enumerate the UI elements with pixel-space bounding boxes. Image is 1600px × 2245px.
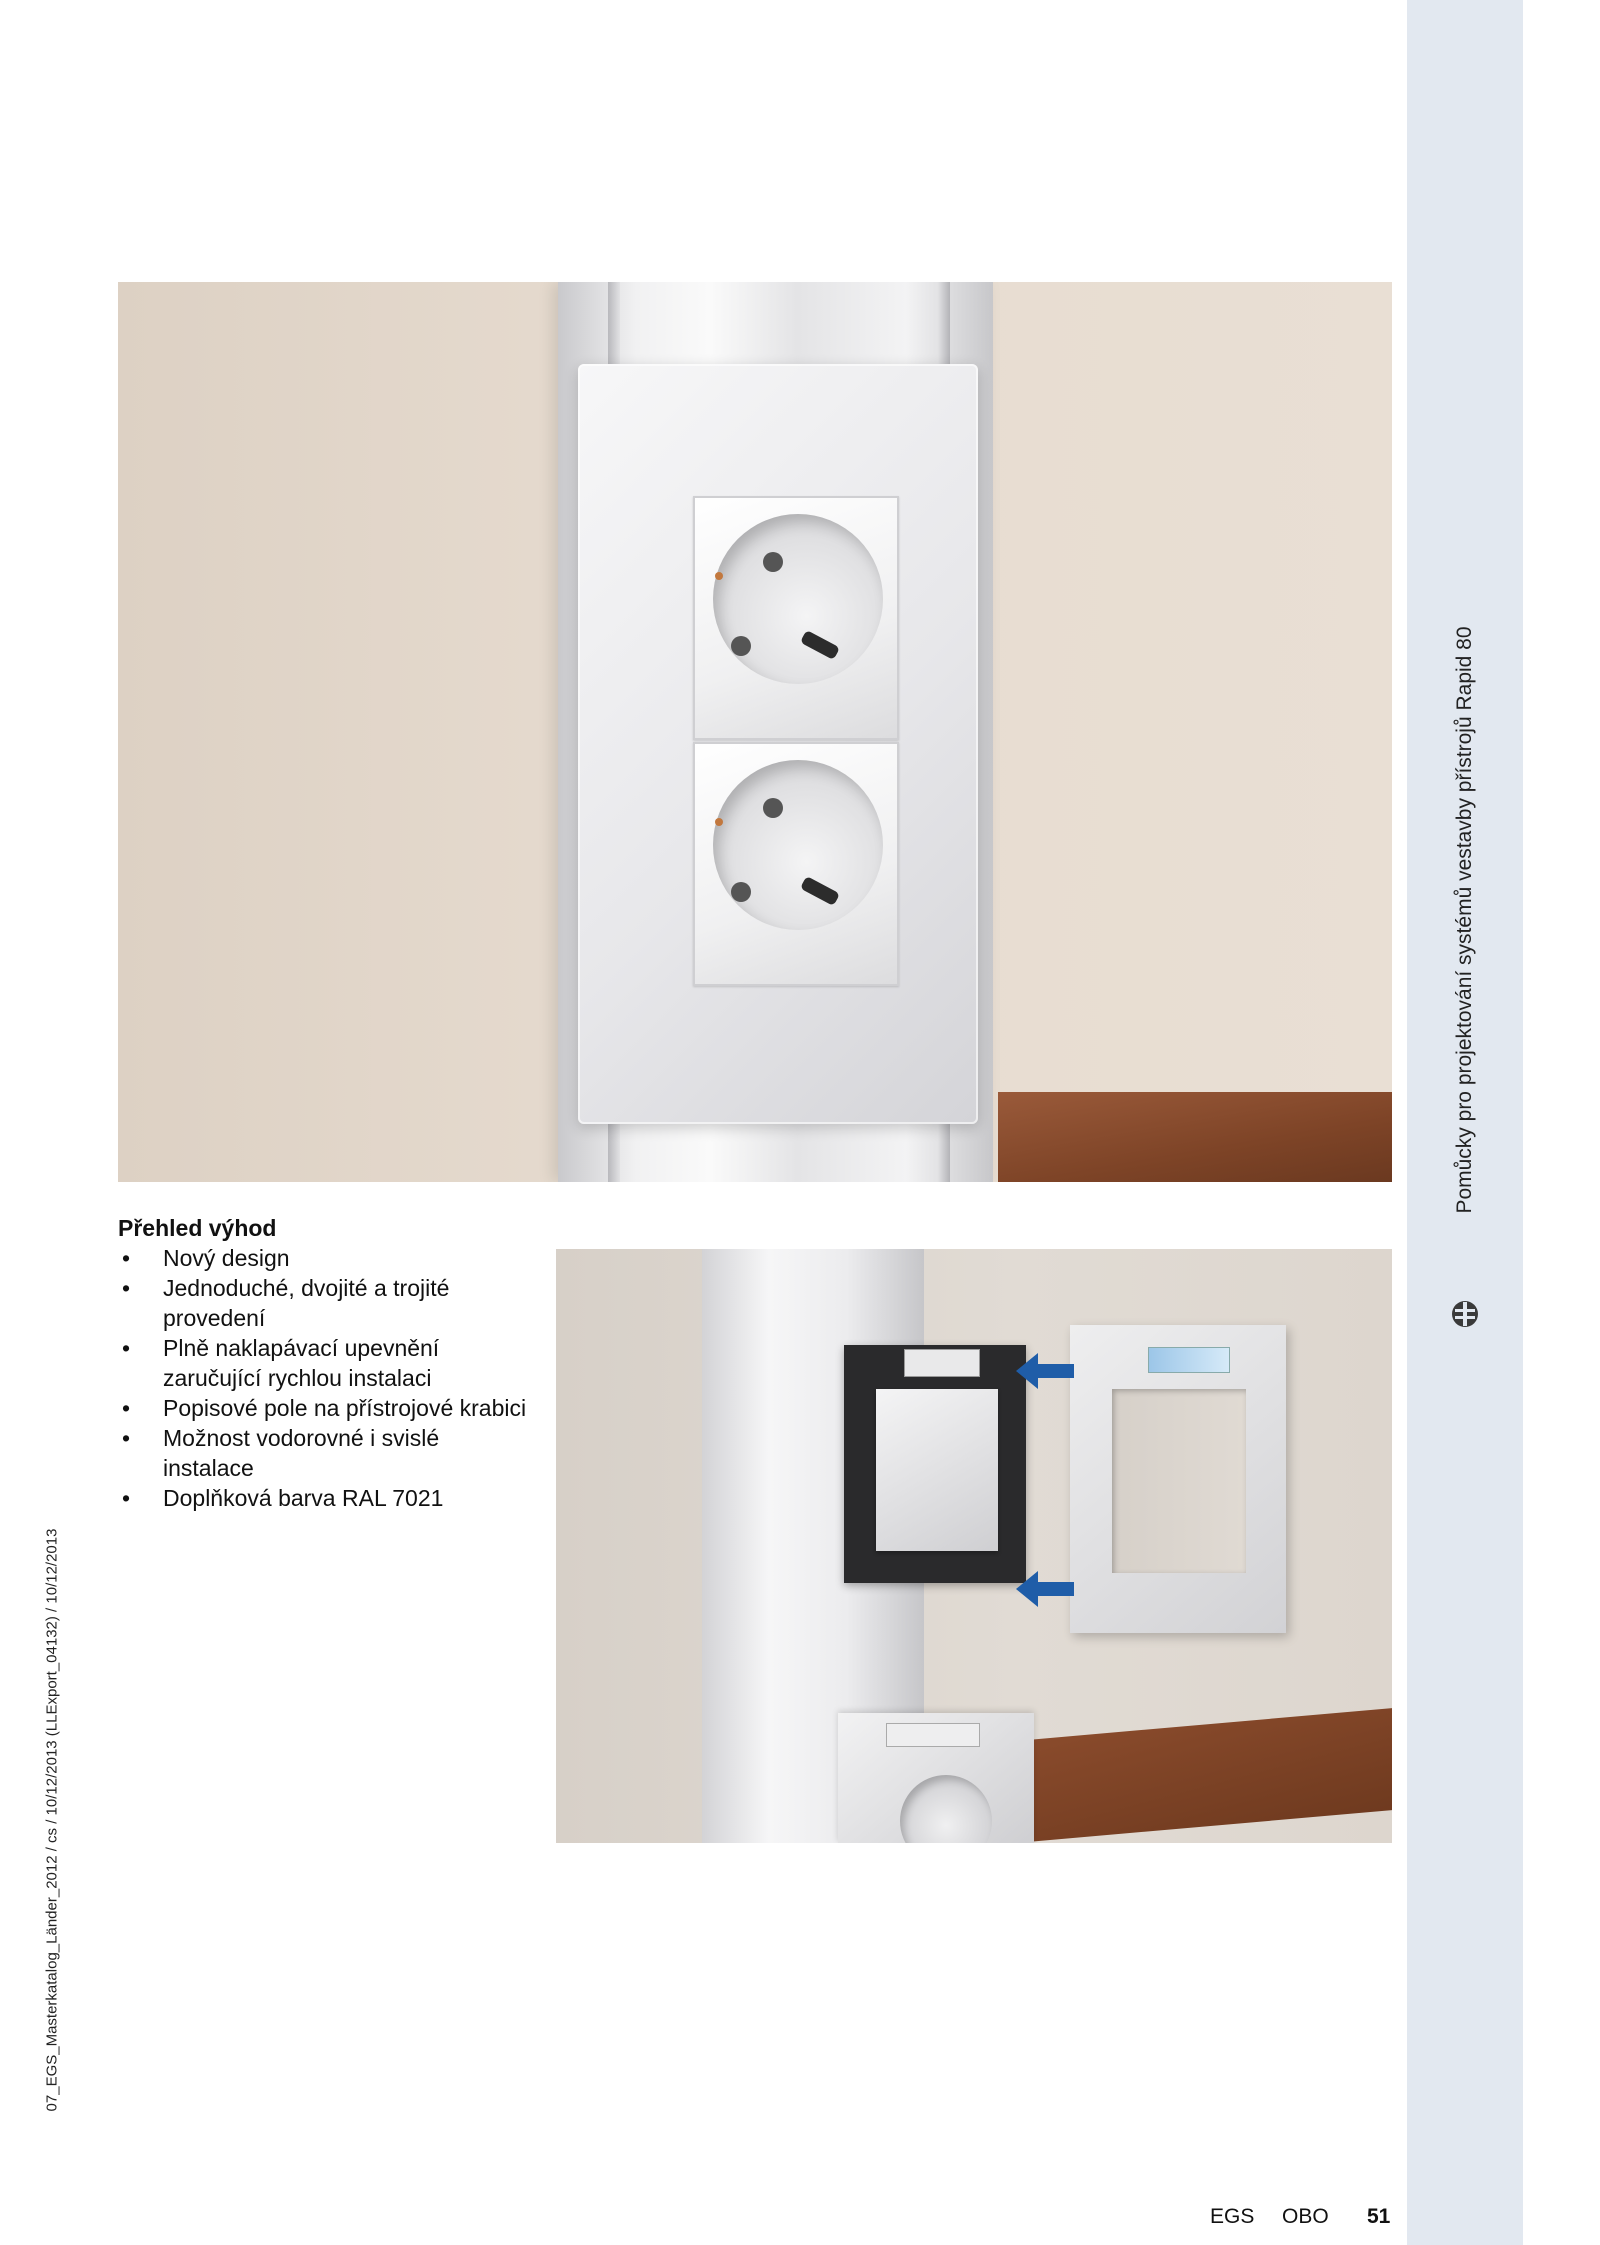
advantages-title: Přehled výhod: [118, 1215, 277, 1241]
list-item: • Možnost vodorovné i svislé instalace: [122, 1425, 440, 1481]
list-item: • Doplňková barva RAL 7021: [122, 1485, 444, 1511]
advantages-section: [118, 1213, 528, 1513]
list-item: • Jednoduché, dvojité a trojité provedení: [122, 1275, 450, 1331]
list-item: • Popisové pole na přístrojové krabici: [122, 1395, 527, 1421]
list-item: • Plně naklapávací upevnění zaručující rychlou instalaci: [122, 1335, 440, 1391]
list-item: • Nový design: [122, 1245, 290, 1271]
footer-egs: EGS: [1210, 2205, 1255, 2228]
switch-insert: [876, 1389, 998, 1551]
wooden-floor: [1016, 1708, 1392, 1843]
arrow-left-icon: [1016, 1569, 1074, 1609]
label-field: [886, 1723, 980, 1747]
photo-installation-detail: [556, 1249, 1392, 1843]
obo-logo-icon: [1449, 1298, 1481, 1330]
frame-opening: [1112, 1389, 1246, 1573]
document-source-note: 07_EGS_Masterkatalog_Länder_2012 / cs / 10/12/2013 (LLExport_04132) / 10/12/2013: [43, 1528, 61, 2112]
footer-brand: OBO: [1282, 2205, 1329, 2228]
socket-lower: [693, 742, 899, 986]
frame-label-strip: [1148, 1347, 1230, 1373]
label-field: [904, 1349, 980, 1377]
sidebar-title: Pomůcky pro projektování systémů vestavby přístrojů Rapid 80: [1453, 626, 1476, 1214]
page-number: 51: [1367, 2205, 1391, 2228]
photo-double-socket: [118, 282, 1392, 1182]
advantages-list: [118, 1243, 528, 1513]
arrow-left-icon: [1016, 1351, 1074, 1391]
socket-upper: [693, 496, 899, 740]
wooden-floor: [998, 1092, 1392, 1182]
